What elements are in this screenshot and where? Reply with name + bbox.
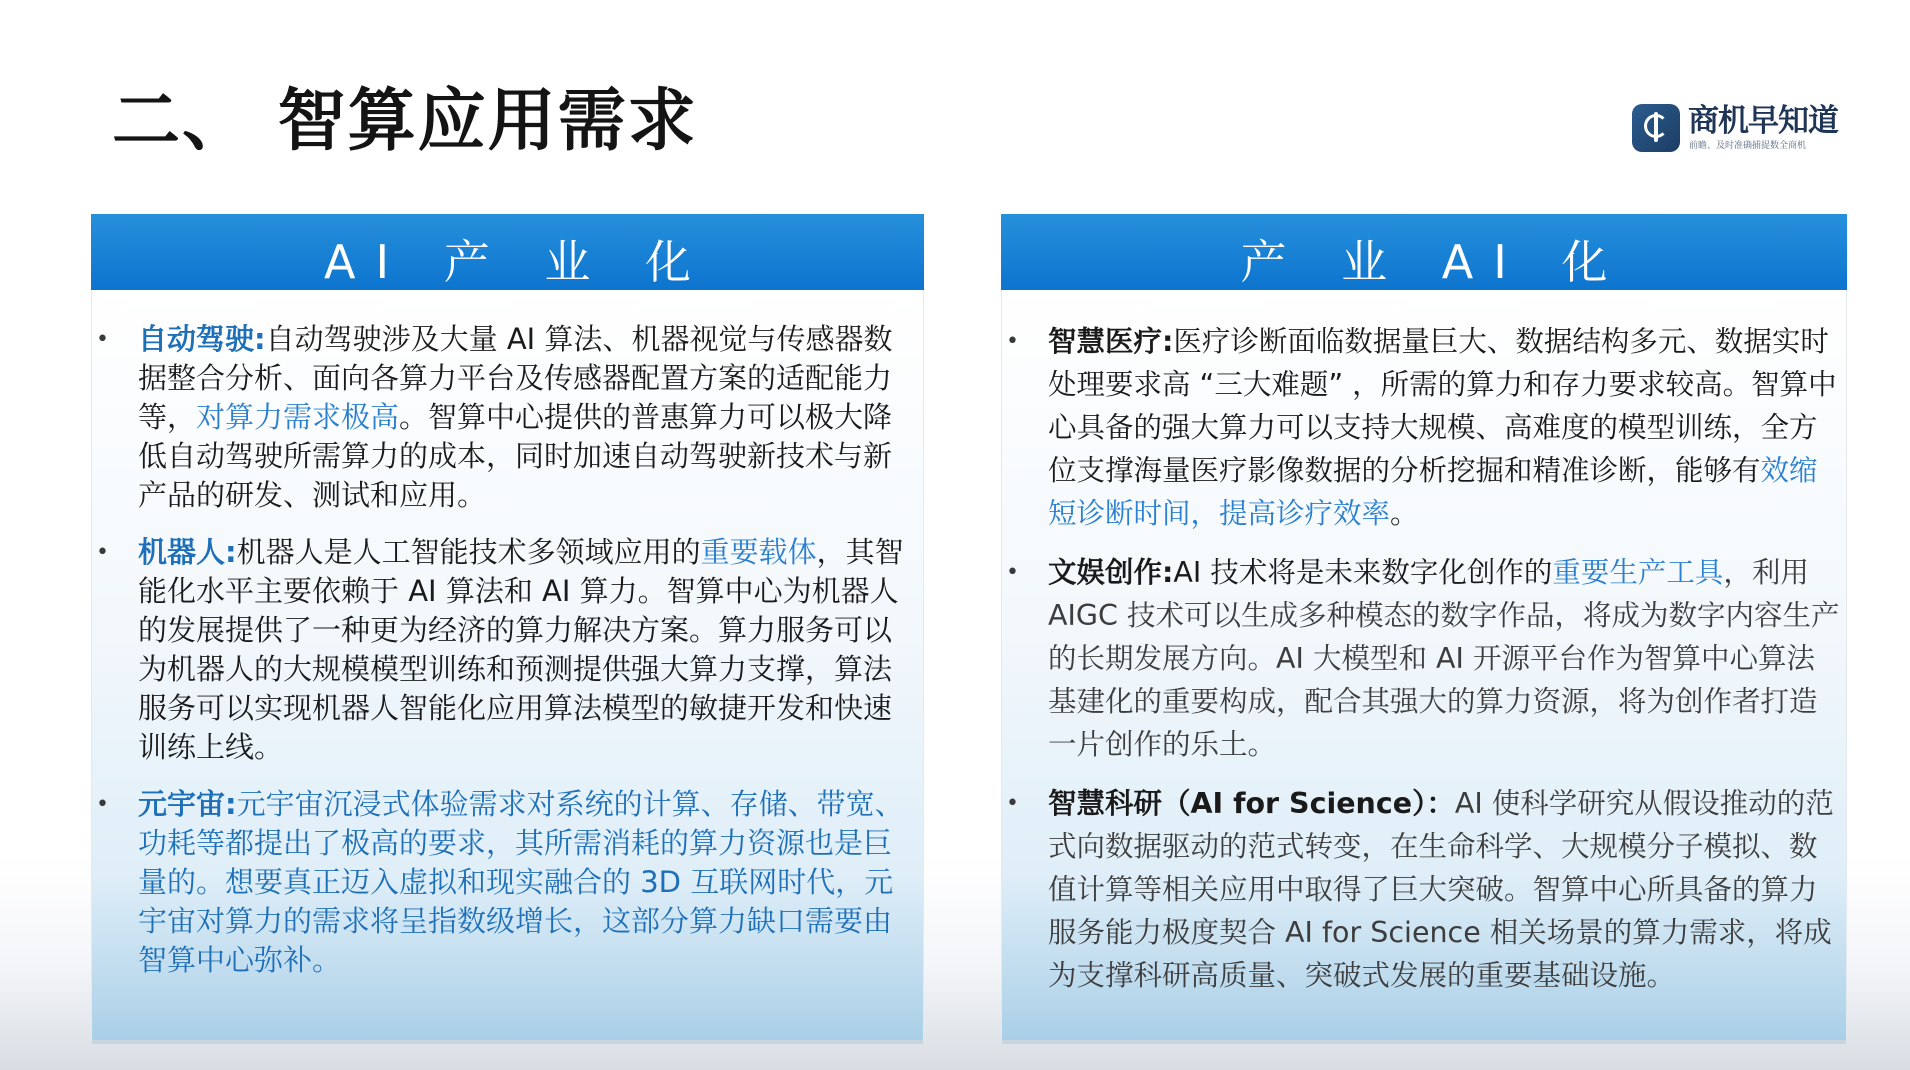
item-highlight: 效缩短诊断时间，提高诊疗效率 <box>1048 454 1818 530</box>
industry-ai-panel <box>1001 214 1847 1040</box>
item-text: 。智算中心提供的普惠算力可以极大降低自动驾驶所需算力的成本，同时加速自动驾驶新技术与新产品的研发、测试和应用。 <box>138 400 893 512</box>
bullet-item-autonomous-driving <box>92 320 923 515</box>
logo-tagline: 前瞻、及时准确捕捉数全商机 <box>1689 141 1807 151</box>
item-text: 自动驾驶涉及大量 AI 算法、机器视觉与传感器数据整合分析、面向各算力平台及传感器配置方案的适配能力等， <box>138 322 893 434</box>
item-text: ，利用 AIGC 技术可以生成多种模态的数字作品，将成为数字内容生产的长期发展方向。AI 大模型和 AI 开源平台作为智算中心算法基建化的重要构成，配合其强大的算力资源，将为创作者打造一片创作的乐土。 <box>1048 556 1840 761</box>
item-text: ，其智能化水平主要依赖于 AI 算法和 AI 算力。智算中心为机器人的发展提供了一种更为经济的算力解决方案。算力服务可以为机器人的大规模模型训练和预测提供强大算力支撑，算法服务可以实现机器人智能化应用算法模型的敏捷开发和快速训练上线。 <box>138 535 904 764</box>
bullet-item-smart-healthcare <box>1002 320 1846 535</box>
page-title: 二、 智算应用需求 <box>112 82 698 161</box>
item-text: AI 技术将是未来数字化创作的 <box>1173 556 1553 589</box>
bullet-item-ai-for-science <box>1002 782 1846 997</box>
item-text: AI 使科学研究从假设推动的范式向数据驱动的范式转变，在生命科学、大规模分子模拟、数值计算等相关应用中取得了巨大突破。智算中心所具备的算力服务能力极度契合 AI for Science 相关场景的算力需求，将成为支撑科研高质量、突破式发展的重要基础设施。 <box>1048 787 1834 992</box>
item-text: 医疗诊断面临数据量巨大、数据结构多元、数据实时处理要求高 “三大难题” ，所需的算力和存力要求较高。智算中心具备的强大算力可以支持大规模、高难度的模型训练，全方位支撑海量医疗影像数据的分析挖掘和精准诊断，能够有 <box>1048 325 1837 487</box>
ai-industrialization-panel <box>91 214 924 1040</box>
item-term: 元宇宙: <box>138 787 237 821</box>
bullet-dot: • <box>96 540 109 565</box>
panel-body <box>91 290 924 1040</box>
bullet-dot: • <box>1006 560 1019 585</box>
bullet-item-entertainment-creation <box>1002 551 1846 766</box>
item-highlight: 对算力需求极高 <box>196 400 400 434</box>
logo-name: 商机早知道 <box>1688 103 1838 139</box>
item-text: 机器人是人工智能技术多领域应用的 <box>236 535 701 569</box>
panel-header-label: 产 业 AI 化 <box>1240 235 1628 289</box>
item-term: 机器人: <box>138 535 237 569</box>
item-term: 文娱创作: <box>1048 556 1174 589</box>
bullet-dot: • <box>1006 791 1019 816</box>
panel-bottom-edge <box>92 1040 923 1044</box>
item-term: 智慧医疗: <box>1048 325 1174 358</box>
bullet-dot: • <box>96 327 109 352</box>
panel-header-label: AI 产 业 化 <box>324 235 711 289</box>
panel-body <box>1001 290 1847 1040</box>
item-term: 智慧科研（AI for Science）： <box>1048 787 1455 820</box>
item-highlight: 重要生产工具 <box>1552 556 1724 589</box>
bullet-item-metaverse <box>92 785 923 980</box>
item-text: 元宇宙沉浸式体验需求对系统的计算、存储、带宽、功耗等都提出了极高的要求，其所需消耗的算力资源也是巨量的。想要真正迈入虚拟和现实融合的 3D 互联网时代，元宇宙对算力的需求将呈指数级增长，这部分算力缺口需要由智算中心弥补。 <box>138 787 904 977</box>
panel-header <box>91 214 924 290</box>
bullet-list <box>1002 320 1846 1013</box>
bullet-dot: • <box>96 792 109 817</box>
logo <box>1632 103 1838 156</box>
bullet-list <box>92 320 923 998</box>
bullet-dot: • <box>1006 329 1019 354</box>
bullet-item-robotics <box>92 533 923 767</box>
item-highlight: 重要载体 <box>700 535 817 569</box>
item-term: 自动驾驶: <box>138 322 266 356</box>
panel-bottom-edge <box>1002 1040 1846 1044</box>
panel-header <box>1001 214 1847 290</box>
item-text: 。 <box>1390 497 1419 530</box>
compass-icon <box>1632 104 1680 152</box>
